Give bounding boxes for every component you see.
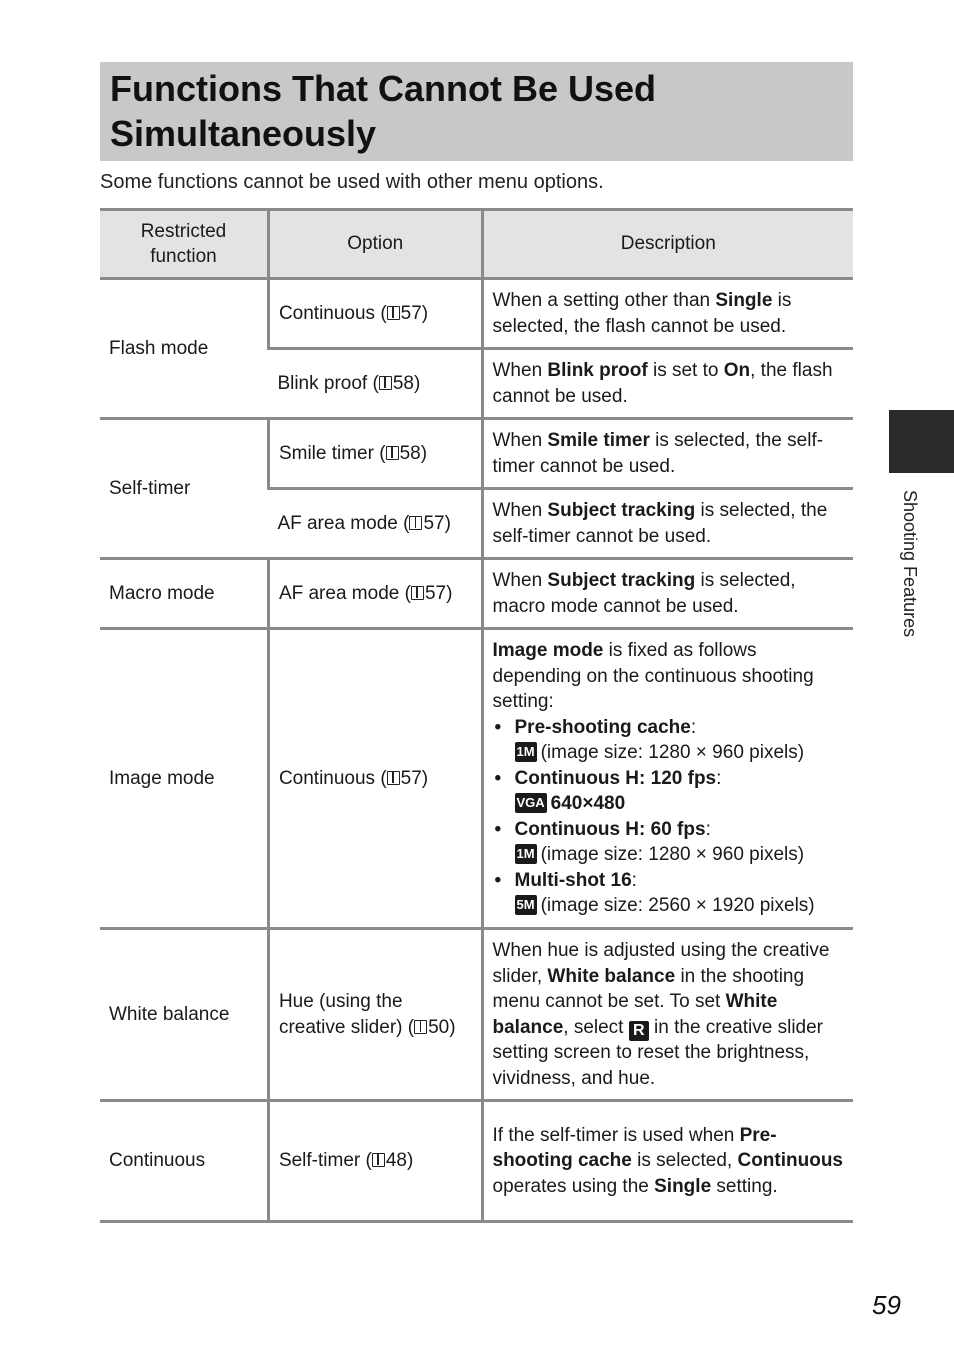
image-1m-icon: 1M (515, 844, 537, 864)
function-cell: Image mode (100, 629, 268, 929)
title-banner (100, 62, 853, 161)
function-cell: White balance (100, 929, 268, 1101)
description-cell: When a setting other than Single is selected, the flash cannot be used. (482, 279, 853, 349)
table-header-row (100, 210, 853, 279)
page-ref-icon (386, 446, 399, 460)
option-cell: Smile timer ( 58) (268, 419, 482, 489)
image-1m-icon: 1M (515, 742, 537, 762)
reset-icon: R (629, 1021, 649, 1041)
description-cell: If the self-timer is used when Pre-shooting cache is selected, Continuous operates using the Single setting. (482, 1101, 853, 1222)
description-cell: Image mode is fixed as follows depending on the continuous shooting setting: • Pre-shooting cache: 1M (image size: 1280 × 960 pixels) • Continuous H: 120 fps: VGA 640×480 • Continuous H: 60 fps: 1M (image size: 1280 × 960 pixels) • Multi-shot 16: 5M (image size: 2560 × 1920 pixels) (482, 629, 853, 929)
list-item: • Multi-shot 16: 5M (image size: 2560 × 1920 pixels) (493, 868, 845, 919)
table-row (100, 1101, 853, 1222)
function-cell: Continuous (100, 1101, 268, 1222)
description-cell: When hue is adjusted using the creative slider, White balance in the shooting menu cannot be set. To set White balance, select R in the creative slider setting screen to reset the brightness, vividness, and hue. (482, 929, 853, 1101)
table-row (100, 559, 853, 629)
page-title: Functions That Cannot Be Used Simultaneously (110, 68, 657, 154)
image-5m-icon: 5M (515, 895, 537, 915)
image-mode-list (493, 715, 845, 919)
page-ref-icon (409, 516, 422, 530)
description-cell: When Blink proof is set to On, the flash cannot be used. (482, 349, 853, 419)
description-cell: When Subject tracking is selected, the self-timer cannot be used. (482, 489, 853, 559)
page-ref-icon (411, 586, 424, 600)
function-cell: Flash mode (100, 279, 268, 419)
intro-text: Some functions cannot be used with other menu options. (100, 171, 604, 193)
option-cell: Continuous ( 57) (268, 279, 482, 349)
option-cell: Continuous ( 57) (268, 629, 482, 929)
list-item: • Continuous H: 120 fps: VGA 640×480 (493, 766, 845, 817)
page-ref-icon (387, 306, 400, 320)
table-row (100, 929, 853, 1101)
table-row (100, 629, 853, 929)
image-vga-icon: VGA (515, 793, 547, 813)
function-cell: Macro mode (100, 559, 268, 629)
header-restricted-function: Restricted function (100, 210, 268, 279)
section-side-label: Shooting Features (900, 490, 920, 638)
list-item: • Continuous H: 60 fps: 1M (image size: 1280 × 960 pixels) (493, 817, 845, 868)
restrictions-table (100, 208, 853, 1223)
page-ref-icon (414, 1020, 427, 1034)
header-option: Option (268, 210, 482, 279)
page-ref-icon (379, 376, 392, 390)
section-tab-marker (889, 410, 954, 473)
option-cell: Self-timer ( 48) (268, 1101, 482, 1222)
page-ref-icon (387, 771, 400, 785)
option-cell: Blink proof ( 58) (268, 349, 482, 419)
page-number: 59 (872, 1290, 901, 1320)
option-cell: AF area mode ( 57) (268, 489, 482, 559)
table-row (100, 419, 853, 489)
table-row (100, 279, 853, 349)
description-cell: When Subject tracking is selected, macro mode cannot be used. (482, 559, 853, 629)
option-cell: Hue (using the creative slider) ( 50) (268, 929, 482, 1101)
option-cell: AF area mode ( 57) (268, 559, 482, 629)
function-cell: Self-timer (100, 419, 268, 559)
header-description: Description (482, 210, 853, 279)
list-item: • Pre-shooting cache: 1M (image size: 1280 × 960 pixels) (493, 715, 845, 766)
description-cell: When Smile timer is selected, the self-timer cannot be used. (482, 419, 853, 489)
page-ref-icon (372, 1153, 385, 1167)
